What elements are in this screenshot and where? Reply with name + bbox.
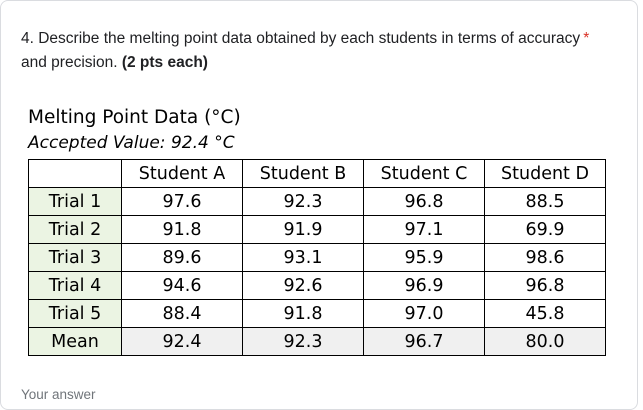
table-cell: 88.5: [485, 188, 606, 216]
table-cell: 80.0: [485, 328, 606, 356]
table-cell: 96.7: [364, 328, 485, 356]
table-cell: 89.6: [122, 244, 243, 272]
table-row-trial-2: [29, 216, 606, 244]
row-header: Mean: [29, 328, 122, 356]
table-cell: 69.9: [485, 216, 606, 244]
row-header: Trial 4: [29, 272, 122, 300]
table-cell: 88.4: [122, 300, 243, 328]
table-cell: 93.1: [243, 244, 364, 272]
table-row-trial-1: [29, 188, 606, 216]
melting-point-table: [28, 159, 606, 356]
row-header: Trial 5: [29, 300, 122, 328]
table-cell: 97.0: [364, 300, 485, 328]
table-header-row: [29, 160, 606, 188]
table-cell: 92.3: [243, 328, 364, 356]
required-marker: *: [583, 30, 590, 47]
table-cell: 94.6: [122, 272, 243, 300]
table-row-trial-4: [29, 272, 606, 300]
table-cell: 96.9: [364, 272, 485, 300]
question-title: [21, 27, 621, 75]
figure-subtitle: Accepted Value: 92.4 °C: [28, 133, 235, 153]
table-row-mean: [29, 328, 606, 356]
table-cell: 95.9: [364, 244, 485, 272]
answer-input[interactable]: Your answer: [21, 387, 96, 402]
table-cell: 92.4: [122, 328, 243, 356]
table-cell: 91.8: [122, 216, 243, 244]
table-row-trial-3: [29, 244, 606, 272]
column-header-student-b: Student B: [243, 160, 364, 188]
table-cell: 91.8: [243, 300, 364, 328]
table-cell: 45.8: [485, 300, 606, 328]
question-text: 4. Describe the melting point data obtained by each students in terms of accuracy: [21, 30, 581, 47]
table-cell: 97.6: [122, 188, 243, 216]
table-cell: 98.6: [485, 244, 606, 272]
column-header-student-c: Student C: [364, 160, 485, 188]
table-cell: 92.6: [243, 272, 364, 300]
row-header: Trial 2: [29, 216, 122, 244]
question-text-continued: and precision.: [21, 54, 118, 71]
figure-title: Melting Point Data (°C): [28, 107, 241, 128]
table-corner-cell: [29, 160, 122, 188]
table-cell: 97.1: [364, 216, 485, 244]
table-cell: 92.3: [243, 188, 364, 216]
column-header-student-d: Student D: [485, 160, 606, 188]
column-header-student-a: Student A: [122, 160, 243, 188]
points-label: (2 pts each): [121, 54, 208, 71]
table-cell: 91.9: [243, 216, 364, 244]
melting-point-figure: [28, 105, 608, 356]
table-cell: 96.8: [364, 188, 485, 216]
table-row-trial-5: [29, 300, 606, 328]
row-header: Trial 3: [29, 244, 122, 272]
row-header: Trial 1: [29, 188, 122, 216]
table-cell: 96.8: [485, 272, 606, 300]
